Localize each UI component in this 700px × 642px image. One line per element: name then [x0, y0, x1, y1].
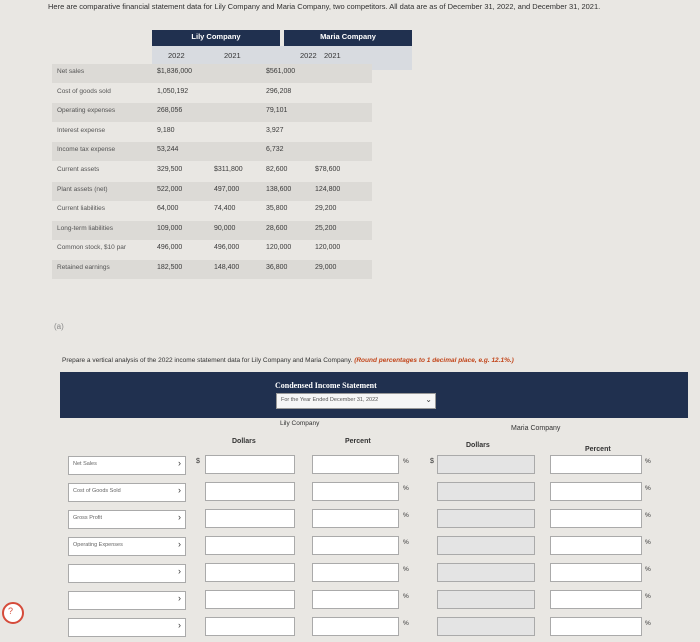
lily-dollars-input[interactable] — [205, 455, 295, 474]
period-value: For the Year Ended December 31, 2022 — [281, 397, 379, 403]
statement-row — [60, 560, 688, 588]
row-label: Interest expense — [57, 126, 106, 134]
table-row — [52, 84, 372, 103]
line-item-select[interactable] — [68, 564, 186, 583]
row-value: 124,800 — [315, 185, 341, 193]
row-value: 82,600 — [266, 166, 288, 173]
lily-dollars-input[interactable] — [205, 482, 295, 501]
row-value: $1,836,000 — [157, 68, 193, 75]
maria-dollars-header: Dollars — [466, 442, 490, 449]
dollar-sign: $ — [430, 458, 434, 465]
maria-percent-input[interactable] — [550, 590, 642, 609]
line-item-select[interactable] — [68, 456, 186, 475]
chevron-down-icon: › — [178, 485, 181, 495]
lily-company-name: Lily Company — [191, 32, 241, 41]
help-icon[interactable]: ? — [2, 602, 24, 624]
percent-sign: % — [403, 485, 409, 492]
lily-dollars-input[interactable] — [205, 590, 295, 609]
chevron-down-icon: › — [178, 512, 181, 522]
statement-row — [60, 506, 688, 534]
row-value: 496,000 — [214, 244, 240, 252]
lily-column-label: Lily Company — [280, 420, 320, 427]
maria-dollars-input[interactable] — [437, 617, 535, 636]
statement-row — [60, 452, 688, 480]
chevron-down-icon: › — [178, 458, 181, 468]
chevron-down-icon: › — [178, 593, 181, 603]
row-value: 64,000 — [157, 205, 179, 213]
maria-dollars-input[interactable] — [437, 536, 535, 555]
dollar-sign: $ — [196, 458, 200, 465]
lily-dollars-input[interactable] — [205, 563, 295, 582]
row-value: 496,000 — [157, 244, 183, 252]
intro-text: Here are comparative financial statement data for Lily Company and Maria Company, two competitors. All data are as of December 31, 2022, and December 31, 2021. — [48, 2, 601, 11]
row-value: 9,180 — [157, 126, 175, 134]
table-row — [52, 123, 372, 142]
row-value: 6,732 — [266, 146, 284, 154]
lily-percent-input[interactable] — [312, 536, 399, 555]
year-lily-2021: 2021 — [224, 51, 241, 60]
row-label: Net sales — [57, 68, 85, 75]
row-label: Current liabilities — [57, 205, 106, 213]
row-value: 268,056 — [157, 107, 183, 115]
row-value: 90,000 — [214, 224, 236, 232]
row-value: 120,000 — [315, 244, 341, 252]
lily-percent-input[interactable] — [312, 455, 399, 474]
row-label: Operating expenses — [57, 107, 116, 115]
maria-dollars-input[interactable] — [437, 482, 535, 501]
percent-sign: % — [403, 458, 409, 465]
row-value: 74,400 — [214, 205, 236, 213]
percent-sign: % — [403, 593, 409, 600]
percent-sign: % — [645, 539, 651, 546]
lily-percent-header: Percent — [345, 438, 371, 445]
rounding-note: (Round percentages to 1 decimal place, e.g. 12.1%.) — [354, 357, 514, 364]
line-item-select[interactable] — [68, 591, 186, 610]
percent-sign: % — [645, 620, 651, 627]
maria-dollars-input[interactable] — [437, 590, 535, 609]
statement-row — [60, 587, 688, 615]
table-row — [52, 64, 372, 83]
table-row — [52, 240, 372, 259]
line-item-select[interactable] — [68, 537, 186, 556]
table-row — [52, 162, 372, 181]
row-value: 29,000 — [315, 264, 337, 271]
part-a-label: (a) — [54, 322, 64, 331]
row-value: $311,800 — [214, 166, 243, 173]
line-item-select[interactable] — [68, 483, 186, 502]
row-value: 53,244 — [157, 146, 179, 154]
row-label: Current assets — [57, 166, 100, 173]
line-item-select[interactable] — [68, 618, 186, 637]
row-value: 28,600 — [266, 224, 288, 232]
row-label: Retained earnings — [57, 264, 110, 271]
percent-sign: % — [645, 512, 651, 519]
line-item-label: Operating Expenses — [73, 542, 123, 548]
row-value: 497,000 — [214, 185, 240, 193]
percent-sign: % — [403, 539, 409, 546]
lily-percent-input[interactable] — [312, 617, 399, 636]
row-value: 29,200 — [315, 205, 337, 213]
percent-sign: % — [645, 458, 651, 465]
row-label: Long-term liabilities — [57, 224, 113, 232]
row-value: 182,500 — [157, 264, 183, 271]
maria-dollars-input[interactable] — [437, 509, 535, 528]
year-maria-2022: 2022 — [300, 51, 317, 60]
table-row — [52, 142, 372, 161]
row-value: 329,500 — [157, 166, 183, 173]
year-maria-2021: 2021 — [324, 51, 341, 60]
lily-percent-input[interactable] — [312, 590, 399, 609]
statement-title: Condensed Income Statement — [275, 381, 377, 390]
row-value: 296,208 — [266, 87, 292, 95]
row-value: $78,600 — [315, 166, 341, 173]
maria-percent-input[interactable] — [550, 482, 642, 501]
maria-percent-input[interactable] — [550, 617, 642, 636]
row-value: 109,000 — [157, 224, 183, 232]
row-value: 25,200 — [315, 224, 337, 232]
row-value: 79,101 — [266, 107, 288, 115]
chevron-down-icon: › — [178, 539, 181, 549]
line-item-label: Cost of Goods Sold — [73, 488, 121, 494]
instruction — [62, 357, 514, 364]
chevron-down-icon: ⌄ — [425, 395, 432, 404]
maria-dollars-input[interactable] — [437, 563, 535, 582]
lily-dollars-input[interactable] — [205, 509, 295, 528]
row-value: 35,800 — [266, 205, 288, 213]
maria-percent-header: Percent — [585, 446, 611, 453]
row-value: 148,400 — [214, 264, 240, 271]
row-value: 522,000 — [157, 185, 183, 193]
row-value: 36,800 — [266, 264, 288, 271]
lily-percent-input[interactable] — [312, 563, 399, 582]
instruction-text: Prepare a vertical analysis of the 2022 income statement data for Lily Company and Maria Company. — [62, 357, 353, 364]
maria-percent-input[interactable] — [550, 455, 642, 474]
statement-row — [60, 614, 688, 642]
maria-dollars-input[interactable] — [437, 455, 535, 474]
row-label: Income tax expense — [57, 146, 116, 154]
maria-percent-input[interactable] — [550, 536, 642, 555]
percent-sign: % — [645, 485, 651, 492]
table-row — [52, 103, 372, 122]
maria-company-name: Maria Company — [320, 32, 376, 41]
table-row — [52, 260, 372, 279]
lily-percent-input[interactable] — [312, 509, 399, 528]
row-value: $561,000 — [266, 68, 296, 75]
row-label: Plant assets (net) — [57, 185, 108, 193]
year-lily-2022: 2022 — [168, 51, 185, 60]
maria-percent-input[interactable] — [550, 509, 642, 528]
row-value: 120,000 — [266, 244, 292, 252]
statement-row — [60, 533, 688, 561]
line-item-label: Gross Profit — [73, 515, 103, 521]
line-item-label: Net Sales — [73, 461, 97, 467]
percent-sign: % — [403, 512, 409, 519]
period-select[interactable] — [276, 393, 436, 409]
row-value: 3,927 — [266, 126, 284, 134]
chevron-down-icon: › — [178, 620, 181, 630]
maria-percent-input[interactable] — [550, 563, 642, 582]
percent-sign: % — [403, 566, 409, 573]
maria-column-label: Maria Company — [511, 425, 561, 432]
percent-sign: % — [645, 593, 651, 600]
table-row — [52, 201, 372, 220]
lily-percent-input[interactable] — [312, 482, 399, 501]
row-value: 1,050,192 — [157, 87, 189, 95]
lily-dollars-input[interactable] — [205, 536, 295, 555]
row-label: Common stock, $10 par — [57, 244, 127, 252]
chevron-down-icon: › — [178, 566, 181, 576]
line-item-select[interactable] — [68, 510, 186, 529]
row-value: 138,600 — [266, 185, 292, 193]
table-row — [52, 182, 372, 201]
percent-sign: % — [645, 566, 651, 573]
lily-dollars-header: Dollars — [232, 438, 256, 445]
lily-dollars-input[interactable] — [205, 617, 295, 636]
row-label: Cost of goods sold — [57, 87, 111, 95]
statement-row — [60, 479, 688, 507]
table-row — [52, 221, 372, 240]
percent-sign: % — [403, 620, 409, 627]
